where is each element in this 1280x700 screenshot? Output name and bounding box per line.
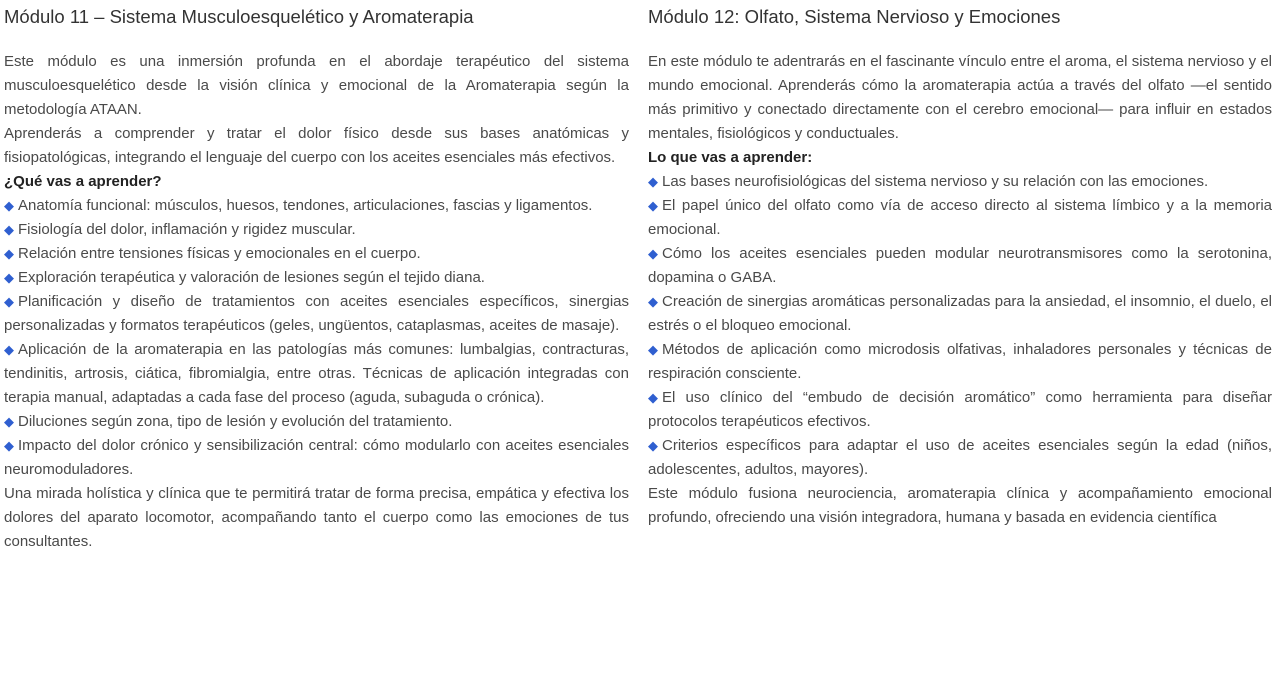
module-12-body [648,50,1272,530]
list-item: ◆ Criterios específicos para adaptar el uso de aceites esenciales según la edad (niños, adolescentes, adultos, mayores). [648,434,1272,482]
module-11-subheading: ¿Qué vas a aprender? [4,173,162,190]
list-item: ◆ Creación de sinergias aromáticas personalizadas para la ansiedad, el insomnio, el duelo, el estrés o el bloqueo emocional. [648,290,1272,338]
list-item: ◆ Métodos de aplicación como microdosis olfativas, inhaladores personales y técnicas de respiración consciente. [648,338,1272,386]
module-12-closing: Este módulo fusiona neurociencia, aromaterapia clínica y acompañamiento emocional profundo, ofreciendo una visión integradora, humana y basada en evidencia científica [648,485,1272,526]
list-item: ◆ Cómo los aceites esenciales pueden modular neurotransmisores como la serotonina, dopamina o GABA. [648,242,1272,290]
diamond-icon: ◆ [648,246,658,261]
module-12-title: Módulo 12: Olfato, Sistema Nervioso y Emociones [648,6,1061,27]
list-item: ◆ El papel único del olfato como vía de acceso directo al sistema límbico y a la memoria emocional. [648,194,1272,242]
list-item: ◆ Aplicación de la aromaterapia en las patologías más comunes: lumbalgias, contracturas, tendinitis, artrosis, ciática, fibromialgia, entre otras. Técnicas de aplicación integradas con terapia manual, adaptadas a cada fase del proceso (aguda, subaguda o crónica). [4,338,629,410]
list-item: ◆ Fisiología del dolor, inflamación y rigidez muscular. [4,218,629,242]
diamond-icon: ◆ [648,174,658,189]
diamond-icon: ◆ [648,342,658,357]
module-11-intro-1: Este módulo es una inmersión profunda en el abordaje terapéutico del sistema musculoesquelético desde la visión clínica y emocional de la Aromaterapia según la metodología ATAAN. [4,53,629,118]
module-12-section [648,4,1272,530]
module-11-closing: Una mirada holística y clínica que te permitirá tratar de forma precisa, empática y efectiva los dolores del aparato locomotor, acompañando tanto el cuerpo como las emociones de tus consultantes. [4,485,629,550]
diamond-icon: ◆ [4,294,14,309]
diamond-icon: ◆ [4,246,14,261]
list-item: ◆ Diluciones según zona, tipo de lesión y evolución del tratamiento. [4,410,629,434]
module-11-title: Módulo 11 – Sistema Musculoesquelético y Aromaterapia [4,6,474,27]
diamond-icon: ◆ [4,438,14,453]
diamond-icon: ◆ [648,438,658,453]
module-12-intro: En este módulo te adentrarás en el fascinante vínculo entre el aroma, el sistema nervioso y el mundo emocional. Aprenderás cómo la aromaterapia actúa a través del olfato —el sentido más primitivo y conectado directamente con el cerebro emocional— para influir en estados mentales, fisiológicos y conductuales. [648,53,1272,142]
list-item: ◆ Impacto del dolor crónico y sensibilización central: cómo modularlo con aceites esenciales neuromoduladores. [4,434,629,482]
list-item: ◆ Planificación y diseño de tratamientos con aceites esenciales específicos, sinergias personalizadas y formatos terapéuticos (geles, ungüentos, cataplasmas, aceites de masaje). [4,290,629,338]
diamond-icon: ◆ [4,342,14,357]
module-12-subheading: Lo que vas a aprender: [648,149,813,166]
diamond-icon: ◆ [648,294,658,309]
diamond-icon: ◆ [648,198,658,213]
diamond-icon: ◆ [4,270,14,285]
diamond-icon: ◆ [4,222,14,237]
list-item: ◆ El uso clínico del “embudo de decisión aromático” como herramienta para diseñar protocolos terapéuticos efectivos. [648,386,1272,434]
list-item: ◆ Relación entre tensiones físicas y emocionales en el cuerpo. [4,242,629,266]
diamond-icon: ◆ [4,198,14,213]
module-11-section [4,4,629,554]
module-11-intro-2: Aprenderás a comprender y tratar el dolor físico desde sus bases anatómicas y fisiopatológicas, integrando el lenguaje del cuerpo con los aceites esenciales más efectivos. [4,125,629,166]
diamond-icon: ◆ [648,390,658,405]
list-item: ◆ Anatomía funcional: músculos, huesos, tendones, articulaciones, fascias y ligamentos. [4,194,629,218]
diamond-icon: ◆ [4,414,14,429]
list-item: ◆ Las bases neurofisiológicas del sistema nervioso y su relación con las emociones. [648,170,1272,194]
module-11-body [4,50,629,554]
list-item: ◆ Exploración terapéutica y valoración de lesiones según el tejido diana. [4,266,629,290]
